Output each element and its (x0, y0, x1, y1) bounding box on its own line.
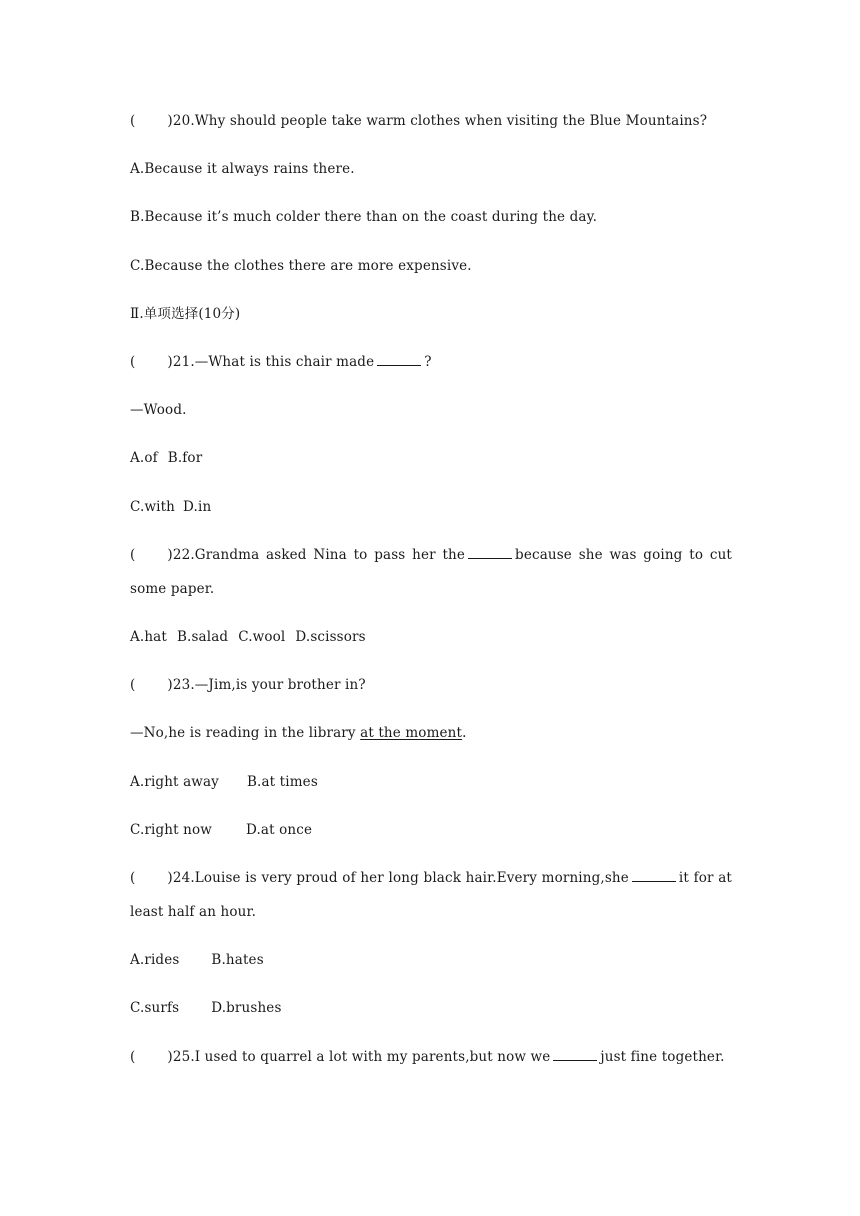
option-b: B.salad (176, 629, 229, 645)
question-20-text: )20.Why should people take warm clothes when visiting the Blue Mountains? (167, 113, 708, 129)
question-25 (130, 1040, 732, 1074)
option-a: A.right away (130, 774, 219, 790)
option-c: C.wool (238, 629, 286, 645)
answer-paren: ( (130, 113, 136, 129)
option-d: D.scissors (295, 629, 366, 645)
question-25-text: )25.I used to quarrel a lot with my parents,but now we (167, 1049, 551, 1065)
question-21 (130, 345, 732, 379)
question-24-text: )24.Louise is very proud of her long black hair.Every morning,she (167, 870, 629, 886)
option-c: C.right now (130, 822, 212, 838)
option-b: B.for (167, 450, 203, 466)
question-23-text: )23.—Jim,is your brother in? (167, 677, 366, 693)
fill-blank (553, 1048, 597, 1061)
question-20-option-b: B.Because it’s much colder there than on the coast during the day. (130, 209, 598, 225)
question-20-option-a: A.Because it always rains there. (130, 161, 355, 177)
option-c: C.surfs (130, 1000, 180, 1016)
fill-blank (632, 869, 676, 882)
answer-paren: ( (130, 354, 136, 370)
question-22-text: )22.Grandma asked Nina to pass her the (167, 547, 466, 563)
question-21-answer: —Wood. (130, 402, 187, 418)
option-b: B.at times (246, 774, 318, 790)
question-22 (130, 538, 732, 606)
question-24-options-row-1 (130, 943, 732, 977)
option-a: A.rides (130, 952, 180, 968)
question-22-options (130, 620, 732, 654)
question-25-end: just fine together. (600, 1049, 725, 1065)
underlined-phrase: at the moment (360, 725, 463, 741)
option-d: D.in (183, 499, 212, 515)
question-22-end: because she was going to cut some paper. (130, 547, 732, 597)
section-title: Ⅱ.单项选择(10分) (130, 306, 241, 322)
question-21-options-row-2 (130, 490, 732, 524)
answer-paren: ( (130, 677, 136, 693)
question-23 (130, 668, 732, 702)
option-d: D.brushes (211, 1000, 282, 1016)
option-a: A.hat (130, 629, 167, 645)
question-20-option-c: C.Because the clothes there are more expensive. (130, 258, 472, 274)
question-24-options-row-2 (130, 991, 732, 1025)
question-21-text: )21.—What is this chair made (167, 354, 375, 370)
answer-paren: ( (130, 547, 136, 563)
fill-blank (468, 546, 512, 559)
option-a: A.of (130, 450, 158, 466)
answer-paren: ( (130, 870, 136, 886)
fill-blank (377, 353, 421, 366)
question-23-reply (130, 716, 732, 750)
answer-paren: ( (130, 1049, 136, 1065)
question-21-options-row-1 (130, 441, 732, 475)
option-d: D.at once (246, 822, 313, 838)
question-23-options-row-1 (130, 765, 732, 799)
option-c: C.with (130, 499, 176, 515)
reply-text: —No,he is reading in the library (130, 725, 361, 741)
question-21-end: ? (424, 354, 432, 370)
option-b: B.hates (211, 952, 264, 968)
question-24-end: it for at least half an hour. (130, 870, 732, 920)
question-23-options-row-2 (130, 813, 732, 847)
question-20 (130, 104, 732, 138)
question-24 (130, 861, 732, 929)
reply-end: . (462, 725, 467, 741)
